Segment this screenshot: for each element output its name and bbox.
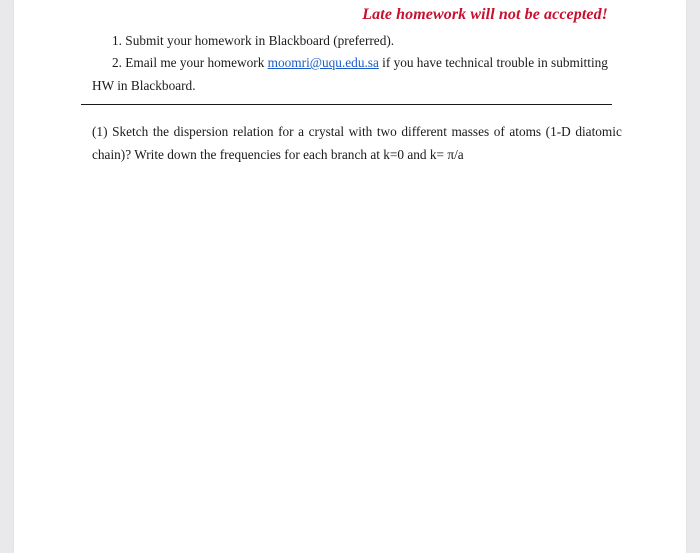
word: atoms [509,124,542,139]
word: the [152,124,170,139]
instruction-item-1: 1. Submit your homework in Blackboard (preferred). [112,33,395,48]
word: diatomic [575,124,622,139]
horizontal-divider [81,104,612,105]
question-1-line-2: chain)? Write down the frequencies for each branch at k=0 and k= π/a [92,147,464,162]
word: of [493,124,505,139]
word: in [537,55,548,70]
word: me [160,55,177,70]
word: technical [445,55,494,70]
word: trouble [496,55,535,70]
word: with [348,124,373,139]
word: 2. [112,55,122,70]
word: you [393,55,414,70]
instruction-item-2 [112,55,608,71]
word: (1-D [545,124,571,139]
word: dispersion [173,124,229,139]
word: your [179,55,205,70]
word: Sketch [112,124,149,139]
word: masses [451,124,490,139]
word: homework [207,55,265,70]
word: for [278,124,294,139]
word: a [298,124,305,139]
word: different [401,124,447,139]
email-link[interactable]: moomri@uqu.edu.sa [267,55,379,70]
document-page [14,0,686,553]
word: Email [125,55,158,70]
word: submitting [551,55,608,70]
word: have [416,55,442,70]
word: if [382,55,391,70]
word: crystal [308,124,345,139]
word: relation [232,124,274,139]
word: two [376,124,397,139]
late-homework-warning: Late homework will not be accepted! [362,6,608,23]
word: (1) [92,124,108,139]
question-1-line-1 [92,124,622,140]
instruction-item-2-continued: HW in Blackboard. [92,78,196,93]
